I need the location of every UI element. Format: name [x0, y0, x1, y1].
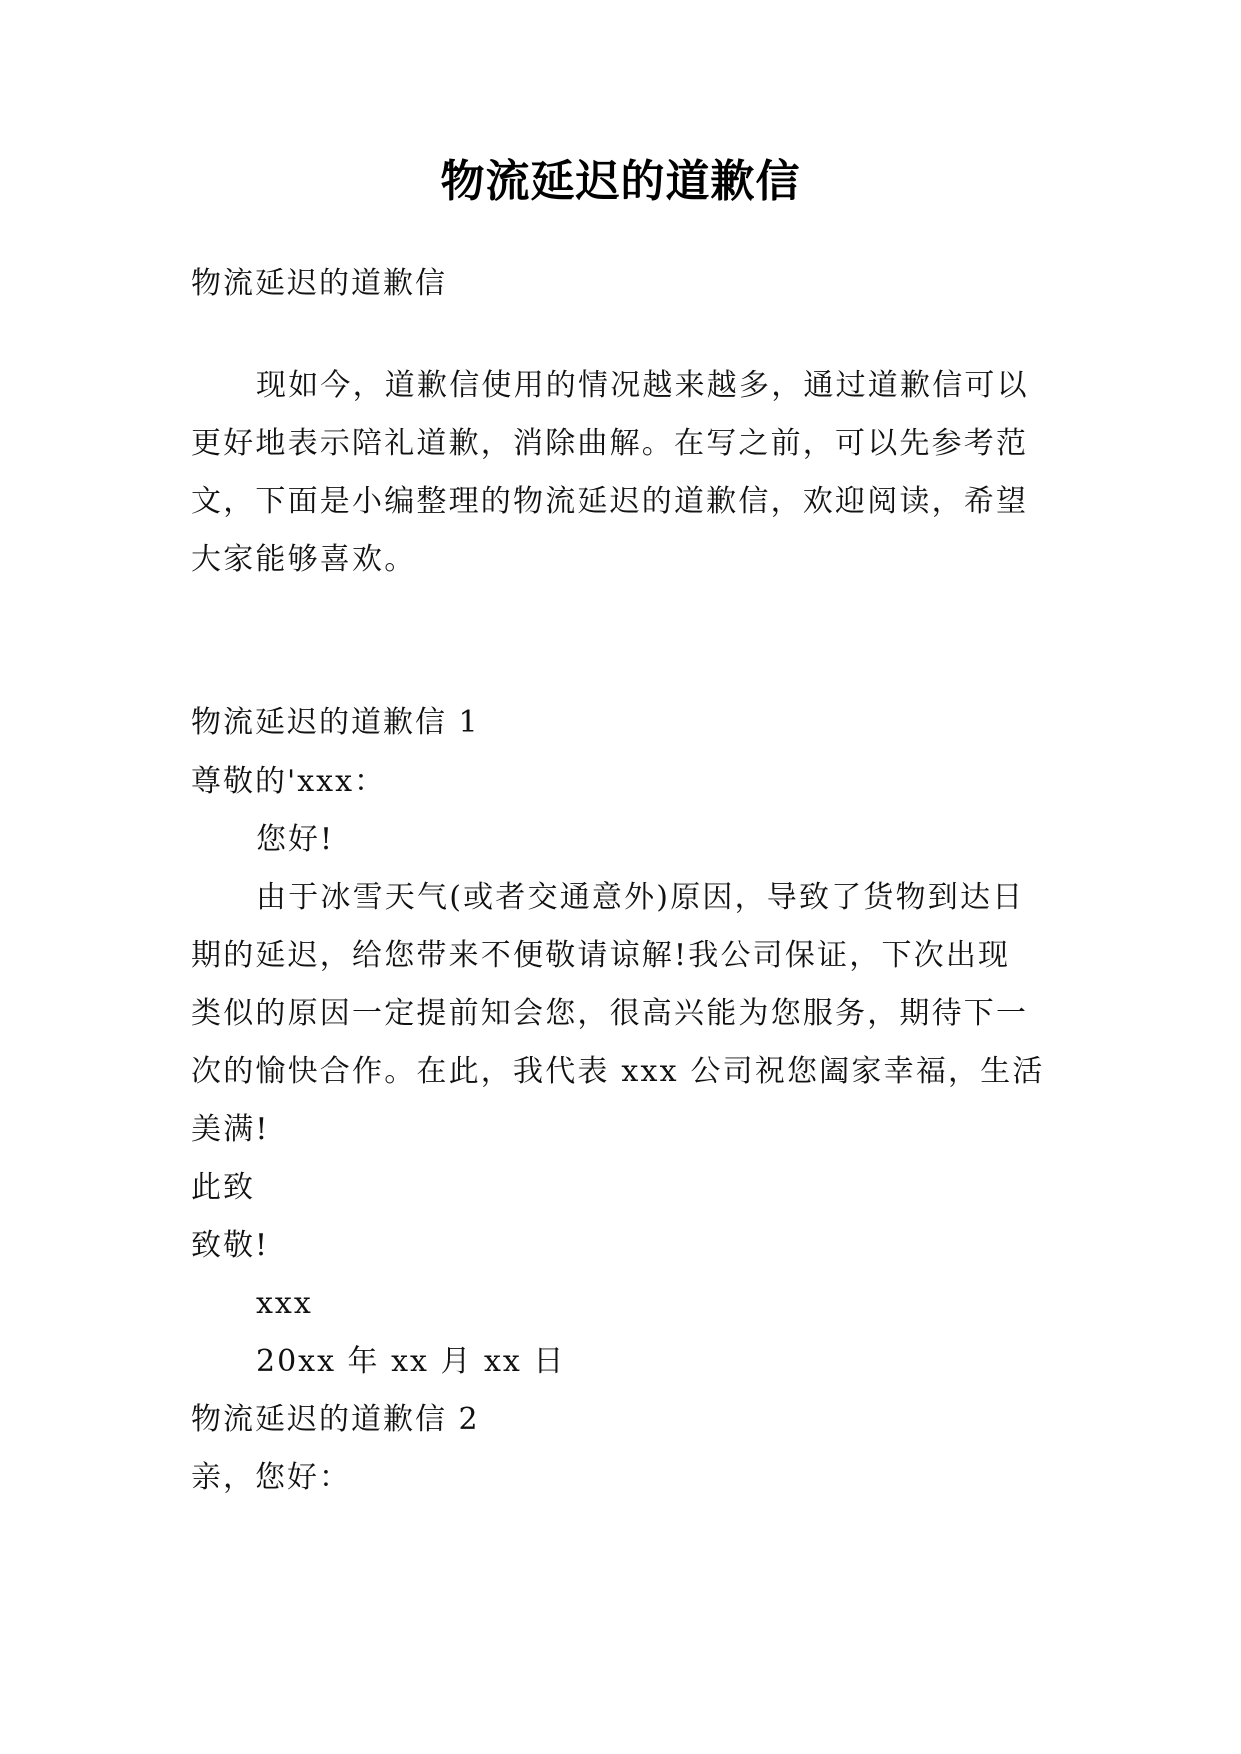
letter1-closing-2: 致敬! [191, 1228, 270, 1263]
document-subtitle: 物流延迟的道歉信 [191, 266, 447, 301]
intro-line: 更好地表示陪礼道歉，消除曲解。在写之前，可以先参考范 [191, 426, 1029, 461]
letter1-greeting: 您好! [256, 822, 335, 857]
letter1-salutation: 尊敬的'xxx： [191, 764, 387, 799]
letter1-body [191, 878, 1055, 1168]
letter1-body-line: 美满! [191, 1112, 270, 1147]
intro-line: 现如今，道歉信使用的情况越来越多，通过道歉信可以 [256, 368, 1029, 403]
intro-line: 文，下面是小编整理的物流延迟的道歉信，欢迎阅读，希望 [191, 484, 1029, 519]
letter2-salutation: 亲，您好： [191, 1460, 351, 1495]
letter1-signature: xxx [256, 1286, 313, 1321]
intro-paragraph [191, 366, 1055, 598]
letter1-body-line: 期的延迟，给您带来不便敬请谅解!我公司保证，下次出现 [191, 938, 1011, 973]
letter1-body-line: 次的愉快合作。在此，我代表 xxx 公司祝您阖家幸福，生活 [191, 1054, 1045, 1089]
letter1-body-line: 类似的原因一定提前知会您，很高兴能为您服务，期待下一 [191, 996, 1029, 1031]
letter1-closing-1: 此致 [191, 1170, 255, 1205]
letter1-body-line: 由于冰雪天气(或者交通意外)原因，导致了货物到达日 [256, 880, 1025, 915]
letter2-heading: 物流延迟的道歉信 2 [191, 1402, 480, 1437]
letter1-date: 20xx 年 xx 月 xx 日 [256, 1344, 566, 1379]
document-title: 物流延迟的道歉信 [440, 156, 801, 207]
intro-line: 大家能够喜欢。 [191, 542, 417, 577]
letter1-heading: 物流延迟的道歉信 1 [191, 705, 480, 740]
